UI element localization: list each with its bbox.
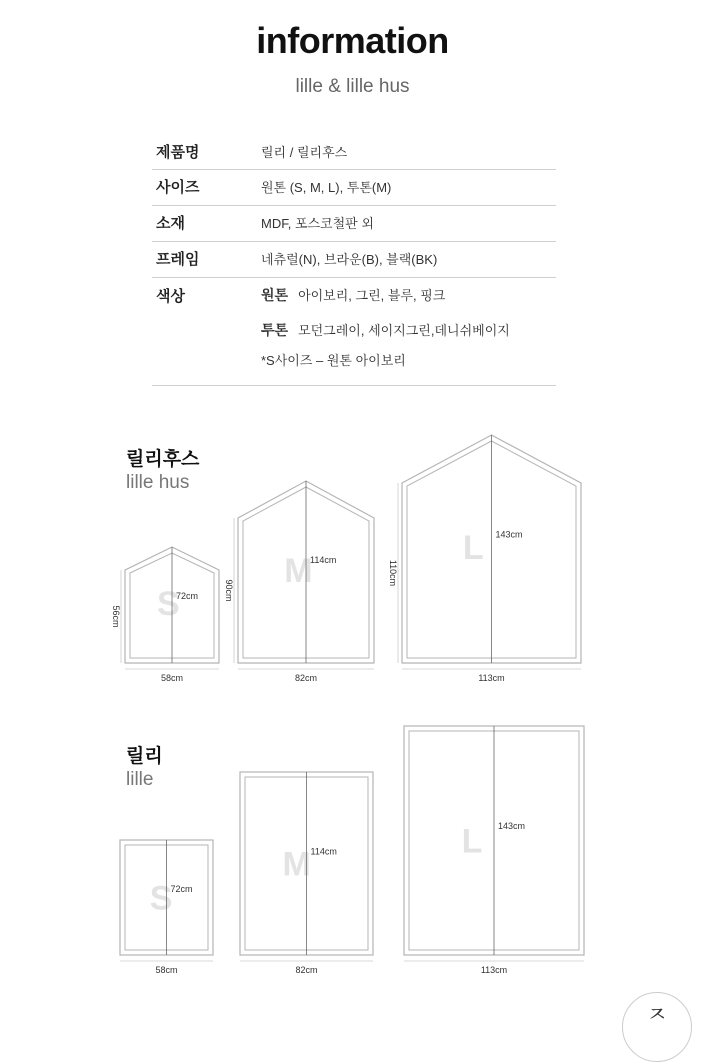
page-subtitle: lille & lille hus — [295, 76, 410, 97]
lille-title: 릴리 — [126, 746, 163, 767]
side-label: 56cm — [111, 605, 121, 628]
width-label: 113cm — [480, 965, 508, 975]
width-label: 58cm — [160, 673, 184, 683]
color-note: *S사이즈 – 원톤 아이보리 — [261, 353, 406, 368]
height-label: 143cm — [498, 821, 526, 832]
width-label: 82cm — [294, 673, 318, 683]
spec-label: 프레임 — [156, 251, 200, 268]
size-letter: M — [282, 845, 311, 884]
lille-hus-subtitle: lille hus — [126, 472, 190, 493]
side-label: 110cm — [388, 559, 398, 587]
spec-label: 색상 — [156, 288, 185, 305]
spec-label: 제품명 — [156, 144, 200, 161]
spec-value: 네츄럴(N), 브라운(B), 블랙(BK) — [261, 252, 438, 267]
spec-value: 원톤 (S, M, L), 투톤(M) — [261, 180, 392, 195]
spec-label: 사이즈 — [156, 179, 200, 196]
width-label: 113cm — [478, 673, 505, 683]
size-letter: M — [284, 552, 313, 590]
height-label: 114cm — [310, 846, 337, 857]
spec-label: 소재 — [156, 215, 185, 232]
size-letter: L — [461, 822, 483, 861]
scroll-top-button[interactable] — [622, 992, 692, 1062]
width-label: 82cm — [295, 965, 318, 975]
page-title: information — [256, 20, 449, 61]
height-label: 143cm — [495, 529, 523, 540]
spec-value: 릴리 / 릴리후스 — [261, 145, 348, 160]
two-tone-value: 모던그레이, 세이지그린,데니쉬베이지 — [298, 323, 510, 338]
width-label: 58cm — [155, 965, 178, 975]
spec-value: MDF, 포스코철판 외 — [261, 216, 374, 231]
one-tone-value: 아이보리, 그린, 블루, 핑크 — [298, 288, 446, 303]
size-letter: S — [149, 879, 173, 918]
side-label: 90cm — [224, 579, 234, 602]
arrow-up-icon: ㅈ — [646, 1002, 668, 1027]
one-tone-tag: 원톤 — [261, 287, 289, 303]
height-label: 114cm — [310, 554, 337, 565]
height-label: 72cm — [176, 591, 199, 602]
height-label: 72cm — [170, 883, 193, 894]
lille-subtitle: lille — [126, 769, 154, 790]
two-tone-tag: 투톤 — [261, 322, 289, 338]
size-letter: L — [462, 529, 484, 567]
lille-hus-title: 릴리후스 — [126, 449, 200, 470]
size-letter: S — [156, 585, 180, 623]
